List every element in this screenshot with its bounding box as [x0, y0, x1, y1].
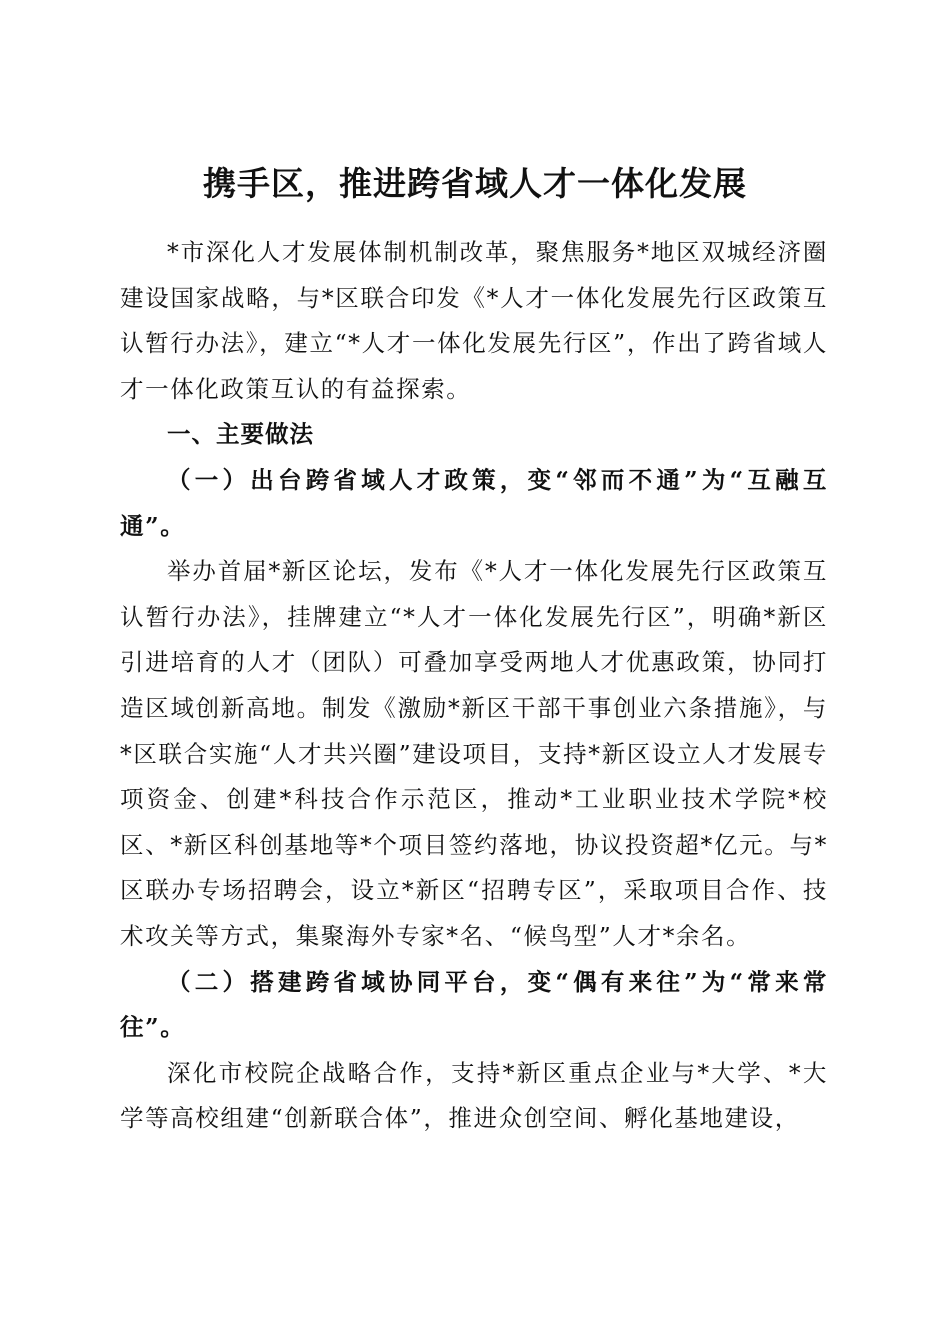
body-paragraph-2: 深化市校院企战略合作，支持*新区重点企业与*大学、*大学等高校组建“创新联合体”，推进众创空间、孵化基地建设，	[120, 1058, 828, 1133]
document-body	[120, 230, 828, 1142]
section-heading-main-practices: 一、主要做法	[167, 420, 314, 449]
subsection-heading-1: （一）出台跨省域人才政策，变“邻而不通”为“互融互通”。	[120, 465, 828, 540]
body-paragraph-1: 举办首届*新区论坛，发布《*人才一体化发展先行区政策互认暂行办法》，挂牌建立“*人才一体化发展先行区”，明确*新区引进培育的人才（团队）可叠加享受两地人才优惠政策，协同打造区域创新高地。制发《激励*新区干部干事创业六条措施》，与*区联合实施“人才共兴圈”建设项目，支持*新区设立人才发展专项资金、创建*科技合作示范区，推动*工业职业技术学院*校区、*新区科创基地等*个项目签约落地，协议投资超*亿元。与*区联办专场招聘会，设立*新区“招聘专区”，采取项目合作、技术攻关等方式，集聚海外专家*名、“候鸟型”人才*余名。	[120, 557, 828, 950]
subsection-heading-2: （二）搭建跨省域协同平台，变“偶有来往”为“常来常往”。	[120, 967, 828, 1042]
document-title: 携手区，推进跨省域人才一体化发展	[203, 164, 747, 204]
intro-paragraph: *市深化人才发展体制机制改革，聚焦服务*地区双城经济圈建设国家战略，与*区联合印发《*人才一体化发展先行区政策互认暂行办法》，建立“*人才一体化发展先行区”，作出了跨省域人才一体化政策互认的有益探索。	[120, 238, 828, 403]
